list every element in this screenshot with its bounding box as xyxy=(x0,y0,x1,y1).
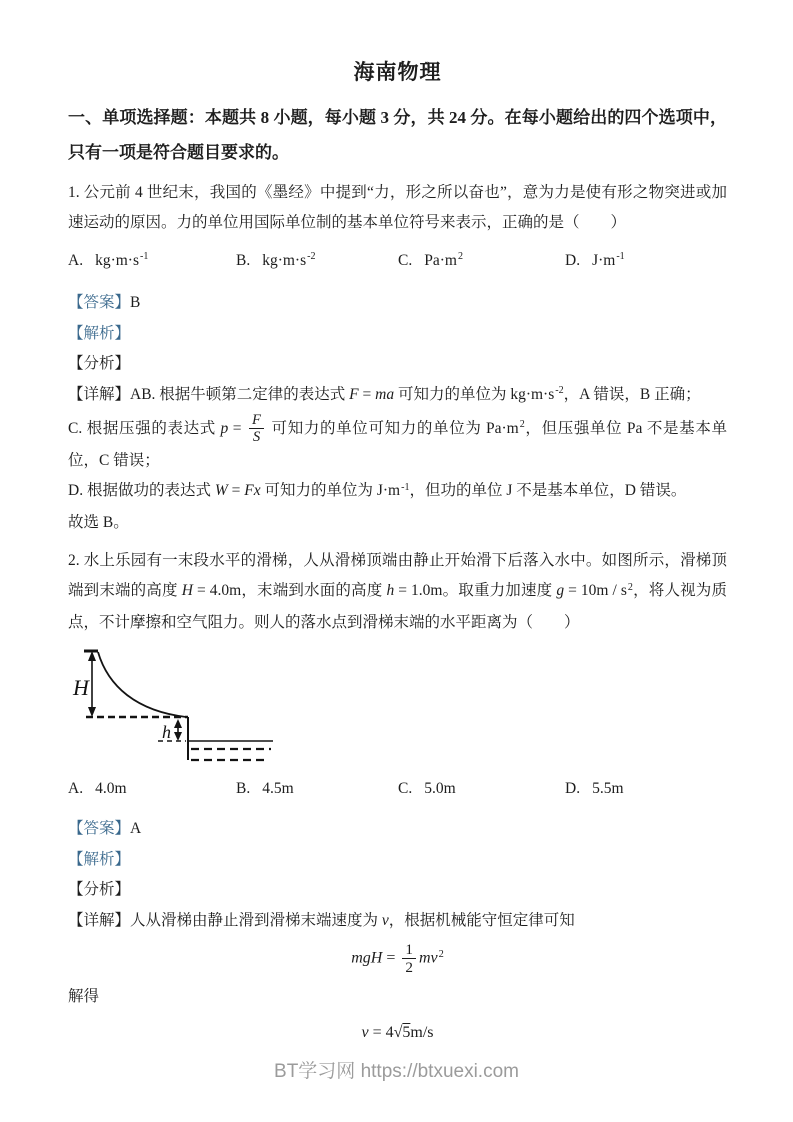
question-1-fenxi-line xyxy=(68,349,727,380)
question-1-option-a xyxy=(68,246,236,278)
fenxi-label: 【分析】 xyxy=(68,881,131,899)
question-1-detail-c: C. 根据压强的表达式 p = $\frac{F}{S}$ 可知力的单位可知力的单位为 $Pa\cdot m^2$，但压强单位 Pa 不是基本单位，C 错误； xyxy=(68,411,727,470)
question-1-answer-line xyxy=(68,288,727,319)
question-2-option-c xyxy=(398,774,565,804)
question-1-detail-ab: 【详解】AB. 根据牛顿第二定律的表达式 F = ma 可知力的单位为 $kg\cdot m\cdot s^{-2}$，A 错误，B 正确； xyxy=(68,384,701,403)
option-value: 5.0m xyxy=(424,780,456,798)
question-1-option-c xyxy=(398,246,565,278)
answer-label: 【答案】 xyxy=(68,820,131,838)
solve-text: 解得 xyxy=(68,987,100,1005)
question-1-option-b xyxy=(236,246,398,278)
energy-conservation-formula: mgH = $\frac{1}{2}$ $mv^2$ xyxy=(351,940,444,977)
option-value: 4.0m xyxy=(95,780,127,798)
option-letter: C. xyxy=(398,252,413,269)
page-title: 海南物理 xyxy=(353,60,442,84)
question-1-detail-d: D. 根据做功的表达式 W = Fx 可知力的单位为 $J\cdot m^{-1}$，但功的单位 J 不是基本单位，D 错误。 xyxy=(68,481,687,500)
section-header: 一、单项选择题：本题共 8 小题，每小题 3 分，共 24 分。在每小题给出的四个选项中，只有一项是符合题目要求的。 xyxy=(68,108,727,162)
slide-curve xyxy=(98,652,186,717)
option-value: $J\cdot m^{-1}$ xyxy=(592,251,625,269)
option-value: 5.5m xyxy=(592,780,624,798)
question-2-figure xyxy=(68,640,727,772)
question-2-stem: 2. 水上乐园有一末段水平的滑梯，人从滑梯顶端由静止开始滑下后落入水中。如图所示，滑梯顶端到末端的高度 H = 4.0m，末端到水面的高度 h = 1.0m。取重力加速度 $g = 10m / s^2$，将人视为质点，不计摩擦和空气阻力。则人的落水点到滑梯末端的水平距离为（ ） xyxy=(68,552,727,632)
question-1 xyxy=(68,178,727,538)
figure-label-h: h xyxy=(162,722,171,743)
figure-label-H: H xyxy=(73,675,89,701)
option-value: $kg\cdot m\cdot s^{-1}$ xyxy=(95,251,149,269)
question-2-fenxi-line xyxy=(68,875,727,906)
question-1-conclusion: 故选 B。 xyxy=(68,514,129,532)
answer-value: B xyxy=(130,294,141,311)
question-2 xyxy=(68,546,727,1048)
h-arrowhead-down xyxy=(174,732,182,741)
option-value: $Pa\cdot m^2$ xyxy=(424,251,463,269)
jiexi-label: 【解析】 xyxy=(68,850,131,868)
question-2-option-b xyxy=(236,774,398,804)
question-2-option-a xyxy=(68,774,236,804)
question-1-option-d xyxy=(565,246,727,278)
option-letter: A. xyxy=(68,780,84,798)
velocity-result-formula: v = 4√5m/s xyxy=(361,1023,434,1041)
fenxi-label: 【分析】 xyxy=(68,355,131,372)
option-letter: A. xyxy=(68,252,84,269)
option-letter: D. xyxy=(565,252,581,269)
h-arrowhead-up xyxy=(174,719,182,728)
jiexi-label: 【解析】 xyxy=(68,324,131,342)
answer-label: 【答案】 xyxy=(68,294,131,311)
question-2-option-d xyxy=(565,774,727,804)
option-letter: C. xyxy=(398,780,413,798)
question-2-answer-line xyxy=(68,814,727,845)
question-1-jiexi-line xyxy=(68,319,727,350)
question-1-stem: 1. 公元前 4 世纪末，我国的《墨经》中提到“力，形之所以奋也”，意为力是使有形之物突进或加速运动的原因。力的单位用国际单位制的基本单位符号来表示，正确的是（ ） xyxy=(68,184,727,231)
question-1-options xyxy=(68,246,727,278)
question-2-detail: 【详解】人从滑梯由静止滑到滑梯末端速度为 v，根据机械能守恒定律可知 xyxy=(68,911,575,929)
option-letter: B. xyxy=(236,252,251,269)
option-letter: D. xyxy=(565,780,581,798)
option-value: $kg\cdot m\cdot s^{-2}$ xyxy=(262,251,316,269)
question-2-jiexi-line xyxy=(68,845,727,876)
water-slide-diagram xyxy=(68,640,283,772)
option-letter: B. xyxy=(236,780,251,798)
answer-value: A xyxy=(130,820,142,838)
footer-link[interactable]: BT学习网 https://btxuexi.com xyxy=(274,1061,519,1082)
H-arrowhead-down xyxy=(88,707,96,717)
site-footer xyxy=(0,1056,793,1083)
option-value: 4.5m xyxy=(262,780,294,798)
question-2-options xyxy=(68,774,727,804)
